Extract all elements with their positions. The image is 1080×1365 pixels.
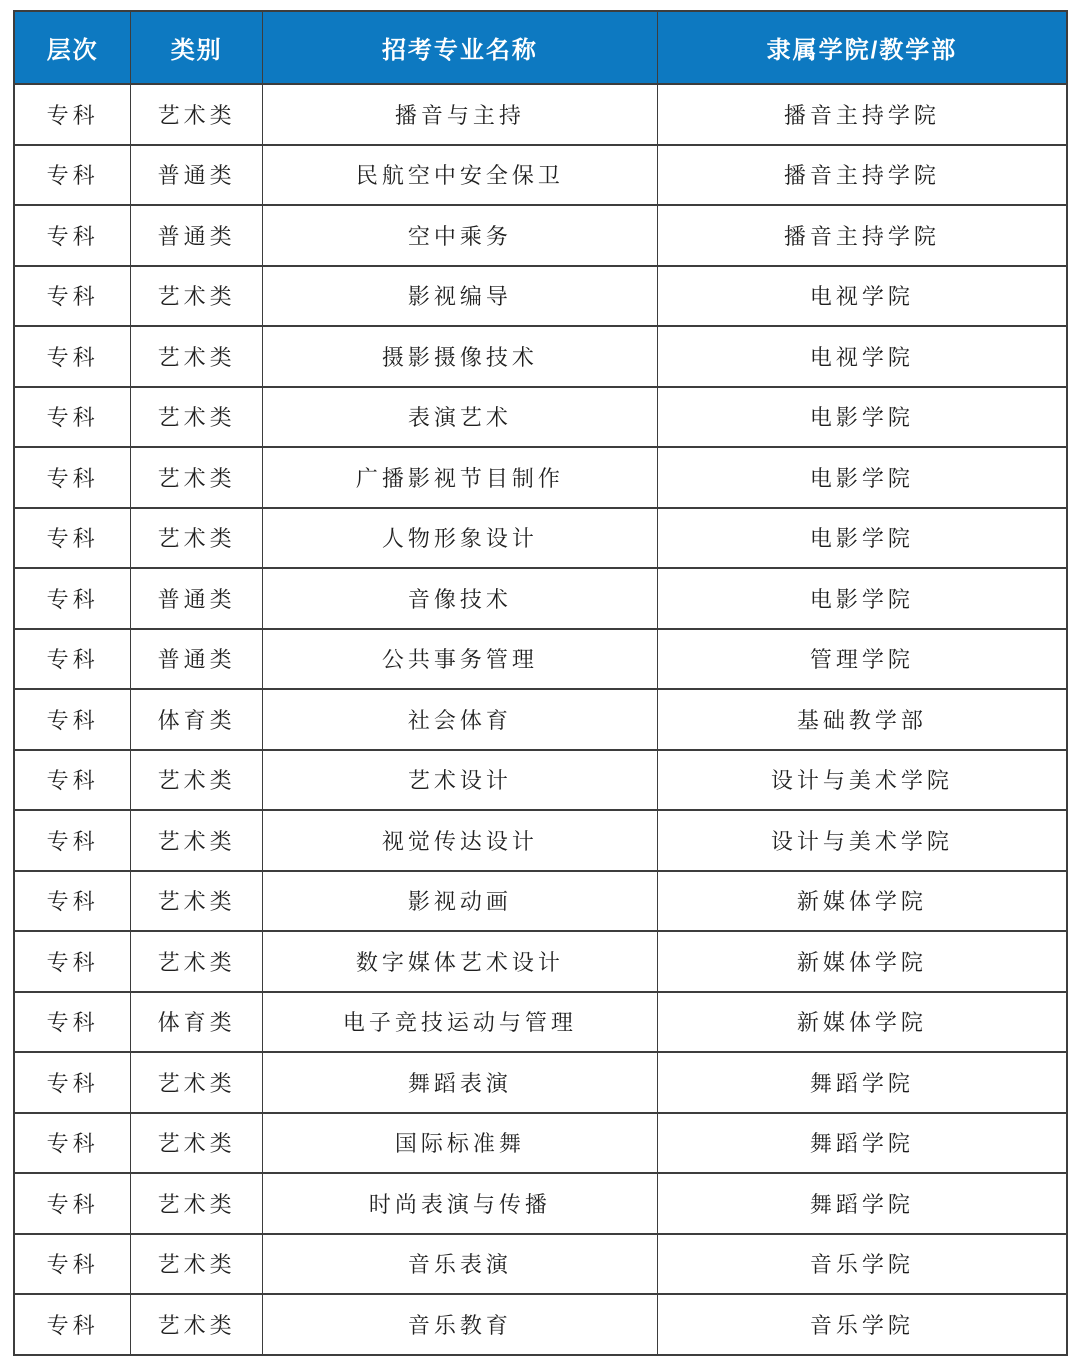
cell-level: 专科 [14,750,131,811]
cell-level: 专科 [14,1113,131,1174]
cell-level: 专科 [14,447,131,508]
cell-level: 专科 [14,326,131,387]
cell-major: 数字媒体艺术设计 [263,931,658,992]
table-row [14,447,1067,508]
cell-school: 新媒体学院 [657,871,1067,932]
cell-school: 舞蹈学院 [657,1173,1067,1234]
cell-level: 专科 [14,810,131,871]
cell-major: 影视动画 [263,871,658,932]
cell-major: 视觉传达设计 [263,810,658,871]
table-body [14,84,1067,1355]
cell-level: 专科 [14,629,131,690]
cell-school: 管理学院 [657,629,1067,690]
cell-level: 专科 [14,931,131,992]
cell-major: 广播影视节目制作 [263,447,658,508]
cell-school: 播音主持学院 [657,145,1067,206]
cell-school: 音乐学院 [657,1294,1067,1355]
cell-category: 艺术类 [131,1294,263,1355]
table-row [14,992,1067,1053]
cell-school: 电影学院 [657,387,1067,448]
cell-school: 新媒体学院 [657,992,1067,1053]
cell-major: 艺术设计 [263,750,658,811]
cell-major: 播音与主持 [263,84,658,145]
admissions-majors-table [13,10,1068,1356]
cell-major: 时尚表演与传播 [263,1173,658,1234]
cell-major: 舞蹈表演 [263,1052,658,1113]
cell-level: 专科 [14,508,131,569]
cell-category: 体育类 [131,992,263,1053]
cell-level: 专科 [14,689,131,750]
cell-category: 艺术类 [131,931,263,992]
cell-level: 专科 [14,145,131,206]
table-row [14,266,1067,327]
cell-major: 人物形象设计 [263,508,658,569]
cell-category: 艺术类 [131,810,263,871]
cell-major: 摄影摄像技术 [263,326,658,387]
cell-major: 音乐表演 [263,1234,658,1295]
table-row [14,629,1067,690]
cell-level: 专科 [14,1052,131,1113]
column-header-major: 招考专业名称 [263,11,658,84]
cell-level: 专科 [14,205,131,266]
cell-level: 专科 [14,1234,131,1295]
cell-school: 电影学院 [657,508,1067,569]
cell-school: 舞蹈学院 [657,1052,1067,1113]
cell-category: 艺术类 [131,1113,263,1174]
cell-major: 影视编导 [263,266,658,327]
cell-school: 新媒体学院 [657,931,1067,992]
cell-level: 专科 [14,1173,131,1234]
table-row [14,508,1067,569]
cell-level: 专科 [14,387,131,448]
table-row [14,871,1067,932]
table-row [14,145,1067,206]
cell-level: 专科 [14,568,131,629]
cell-major: 音乐教育 [263,1294,658,1355]
table-row [14,568,1067,629]
cell-category: 艺术类 [131,1234,263,1295]
cell-major: 表演艺术 [263,387,658,448]
table-row [14,1052,1067,1113]
column-header-category: 类别 [131,11,263,84]
cell-major: 国际标准舞 [263,1113,658,1174]
cell-category: 普通类 [131,568,263,629]
table-row [14,84,1067,145]
table-row [14,810,1067,871]
cell-school: 播音主持学院 [657,84,1067,145]
cell-major: 公共事务管理 [263,629,658,690]
cell-category: 艺术类 [131,1173,263,1234]
cell-category: 艺术类 [131,326,263,387]
cell-major: 空中乘务 [263,205,658,266]
cell-category: 艺术类 [131,1052,263,1113]
table-row [14,1173,1067,1234]
cell-level: 专科 [14,871,131,932]
cell-level: 专科 [14,1294,131,1355]
cell-school: 设计与美术学院 [657,810,1067,871]
table-row [14,1113,1067,1174]
column-header-level: 层次 [14,11,131,84]
table-row [14,1234,1067,1295]
cell-school: 电视学院 [657,266,1067,327]
cell-category: 艺术类 [131,871,263,932]
table-row [14,750,1067,811]
cell-major: 民航空中安全保卫 [263,145,658,206]
cell-category: 体育类 [131,689,263,750]
table-row [14,931,1067,992]
table-row [14,387,1067,448]
cell-category: 艺术类 [131,750,263,811]
cell-school: 播音主持学院 [657,205,1067,266]
cell-major: 电子竞技运动与管理 [263,992,658,1053]
cell-category: 艺术类 [131,508,263,569]
cell-school: 电影学院 [657,447,1067,508]
table-row [14,326,1067,387]
table-row [14,205,1067,266]
cell-school: 舞蹈学院 [657,1113,1067,1174]
cell-school: 基础教学部 [657,689,1067,750]
cell-school: 设计与美术学院 [657,750,1067,811]
cell-level: 专科 [14,266,131,327]
cell-major: 社会体育 [263,689,658,750]
table-row [14,689,1067,750]
cell-category: 艺术类 [131,447,263,508]
cell-category: 艺术类 [131,84,263,145]
cell-category: 艺术类 [131,266,263,327]
cell-category: 普通类 [131,145,263,206]
cell-category: 普通类 [131,205,263,266]
cell-level: 专科 [14,84,131,145]
cell-major: 音像技术 [263,568,658,629]
table-header-row [14,11,1067,84]
cell-category: 普通类 [131,629,263,690]
cell-school: 音乐学院 [657,1234,1067,1295]
column-header-school: 隶属学院/教学部 [657,11,1067,84]
cell-category: 艺术类 [131,387,263,448]
cell-level: 专科 [14,992,131,1053]
table-row [14,1294,1067,1355]
cell-school: 电影学院 [657,568,1067,629]
cell-school: 电视学院 [657,326,1067,387]
